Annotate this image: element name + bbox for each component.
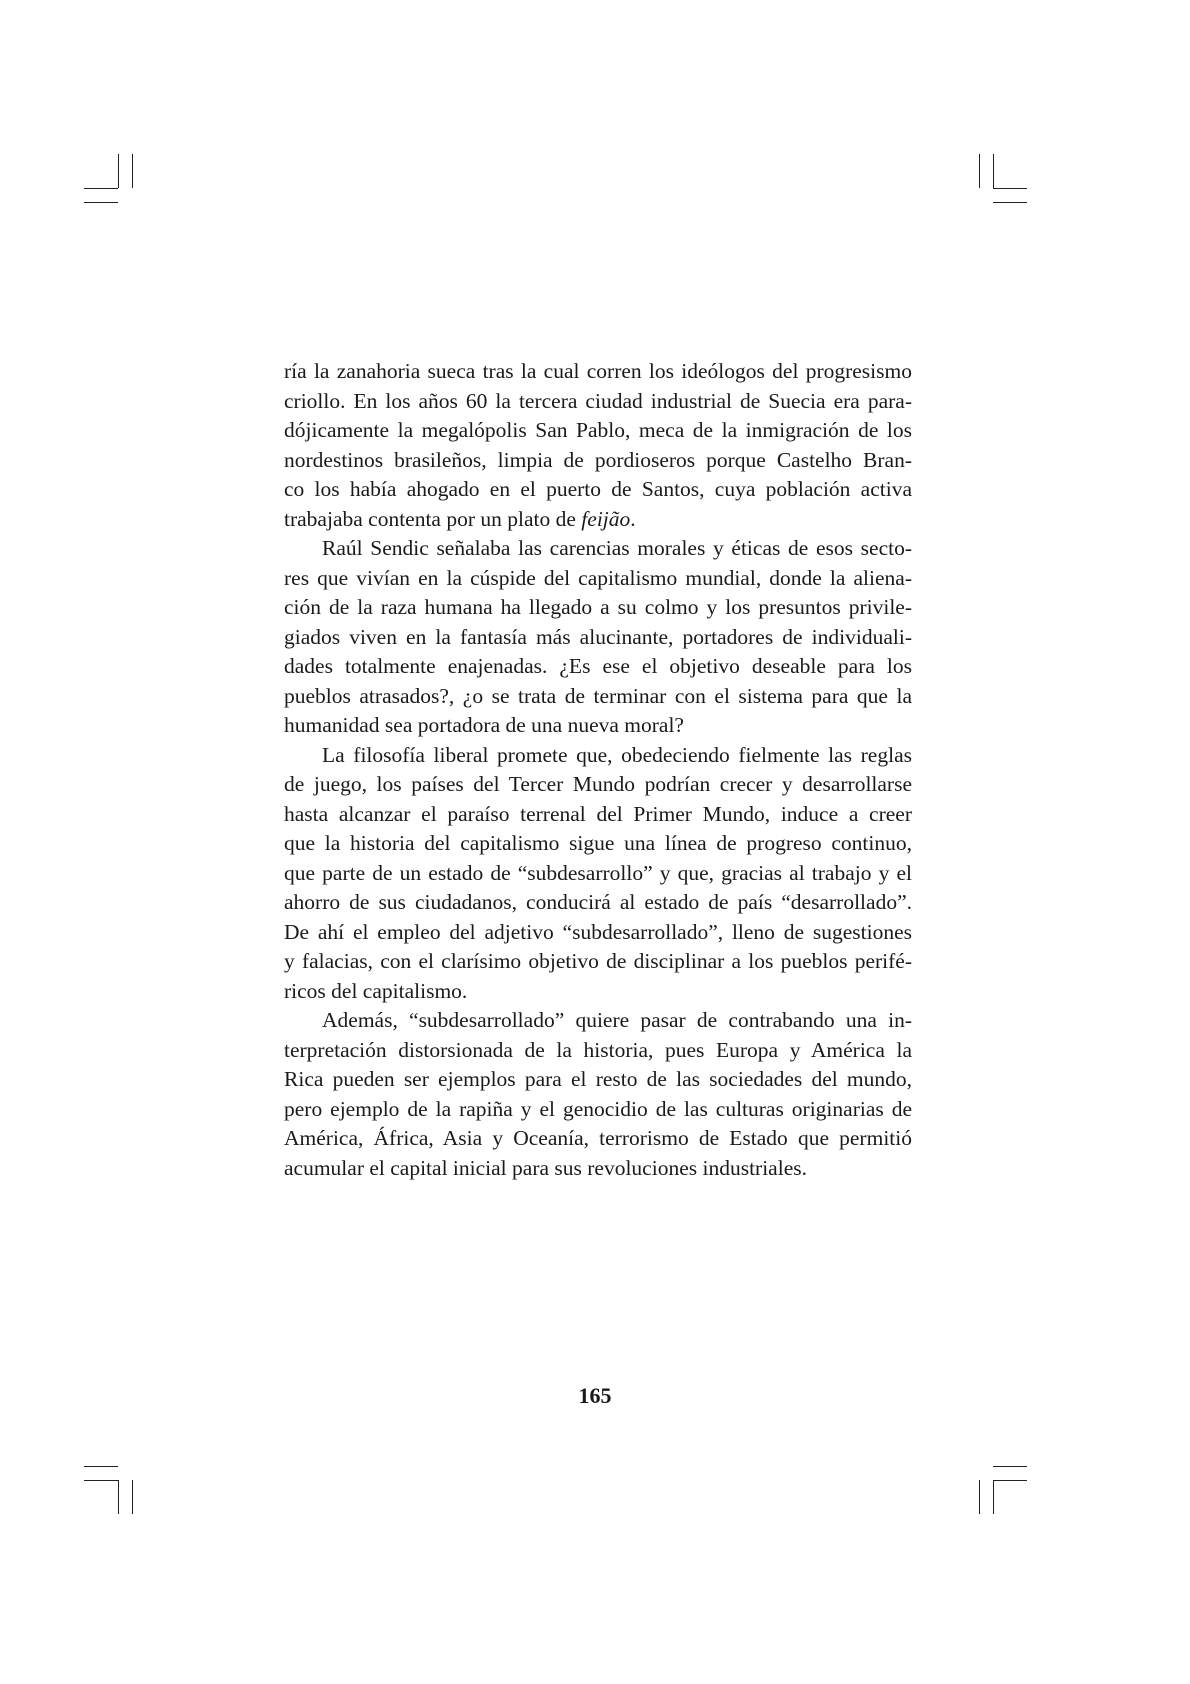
crop-mark-top-left-horizontal bbox=[84, 188, 118, 189]
text-line: giados viven en la fantasía más alucinante, portadores de individuali- bbox=[284, 624, 912, 649]
page-number: 165 bbox=[578, 1383, 612, 1408]
crop-mark-bottom-left-vertical bbox=[118, 1480, 119, 1514]
paragraph bbox=[284, 534, 912, 741]
text-line: Además, “subdesarrollado” quiere pasar de contrabando una in- bbox=[322, 1008, 912, 1032]
text-line: acumular el capital inicial para sus revoluciones industriales. bbox=[284, 1155, 807, 1180]
text-line: Raúl Sendic señalaba las carencias morales y éticas de esos secto- bbox=[322, 536, 912, 560]
text-fragment: . bbox=[630, 506, 636, 531]
text-line: y falacias, con el clarísimo objetivo de disciplinar a los pueblos perifé- bbox=[284, 949, 912, 973]
text-line: ción de la raza humana ha llegado a su colmo y los presuntos privile- bbox=[284, 595, 912, 619]
crop-mark-bottom-right-vertical bbox=[993, 1480, 994, 1514]
crop-mark-bottom-left-horizontal bbox=[84, 1480, 118, 1481]
crop-mark-top-left-vertical bbox=[118, 154, 119, 188]
body-text bbox=[284, 357, 912, 1183]
text-line: criollo. En los años 60 la tercera ciudad industrial de Suecia era para- bbox=[284, 388, 912, 413]
text-line: ría la zanahoria sueca tras la cual corren los ideólogos del progresismo bbox=[284, 359, 912, 383]
text-fragment: trabajaba contenta por un plato de bbox=[284, 506, 582, 531]
crop-mark-top-left-bleed bbox=[84, 202, 118, 203]
text-line: que la historia del capitalismo sigue una línea de progreso continuo, bbox=[284, 831, 912, 855]
text-line: de juego, los países del Tercer Mundo podrían crecer y desarrollarse bbox=[284, 772, 912, 796]
text-line: nordestinos brasileños, limpia de pordioseros porque Castelho Bran- bbox=[284, 447, 912, 472]
crop-mark-top-right-bleed bbox=[993, 202, 1027, 203]
crop-mark-bottom-right-bleed bbox=[993, 1466, 1027, 1467]
crop-mark-top-left-vertical-2 bbox=[132, 154, 133, 188]
text-line: pueblos atrasados?, ¿o se trata de terminar con el sistema para que la bbox=[284, 683, 912, 708]
crop-mark-top-right-vertical-2 bbox=[979, 154, 980, 188]
text-line: res que vivían en la cúspide del capitalismo mundial, donde la aliena- bbox=[284, 565, 912, 590]
text-line: que parte de un estado de “subdesarrollo” y que, gracias al trabajo y el bbox=[284, 860, 912, 885]
text-line: dójicamente la megalópolis San Pablo, meca de la inmigración de los bbox=[284, 418, 912, 442]
text-line: La filosofía liberal promete que, obedeciendo fielmente las reglas bbox=[322, 742, 912, 767]
crop-mark-top-right-vertical bbox=[993, 154, 994, 188]
crop-mark-bottom-right-vertical-2 bbox=[979, 1480, 980, 1514]
text-line: Rica pueden ser ejemplos para el resto de las sociedades del mundo, bbox=[284, 1067, 912, 1091]
paragraph bbox=[284, 741, 912, 1007]
text-line: ricos del capitalismo. bbox=[284, 978, 468, 1003]
text-line: co los había ahogado en el puerto de Santos, cuya población activa bbox=[284, 477, 912, 501]
text-line: América, África, Asia y Oceanía, terrorismo de Estado que permitió bbox=[284, 1126, 912, 1150]
text-line: dades totalmente enajenadas. ¿Es ese el objetivo deseable para los bbox=[284, 654, 912, 678]
paragraph bbox=[284, 357, 912, 534]
text-line: terpretación distorsionada de la historia, pues Europa y América la bbox=[284, 1037, 912, 1062]
italic-word: feijão bbox=[581, 506, 631, 531]
crop-mark-bottom-left-bleed bbox=[84, 1466, 118, 1467]
crop-mark-bottom-left-vertical-2 bbox=[132, 1480, 133, 1514]
crop-mark-bottom-right-horizontal bbox=[993, 1480, 1027, 1481]
text-line: hasta alcanzar el paraíso terrenal del Primer Mundo, induce a creer bbox=[284, 801, 912, 826]
text-line: humanidad sea portadora de una nueva moral? bbox=[284, 713, 684, 737]
text-line: ahorro de sus ciudadanos, conducirá al estado de país “desarrollado”. bbox=[284, 890, 912, 914]
crop-mark-top-right-horizontal bbox=[993, 188, 1027, 189]
text-line bbox=[284, 505, 912, 535]
text-line: De ahí el empleo del adjetivo “subdesarrollado”, lleno de sugestiones bbox=[284, 919, 912, 944]
paragraph bbox=[284, 1006, 912, 1183]
text-line: pero ejemplo de la rapiña y el genocidio de las culturas originarias de bbox=[284, 1096, 912, 1121]
